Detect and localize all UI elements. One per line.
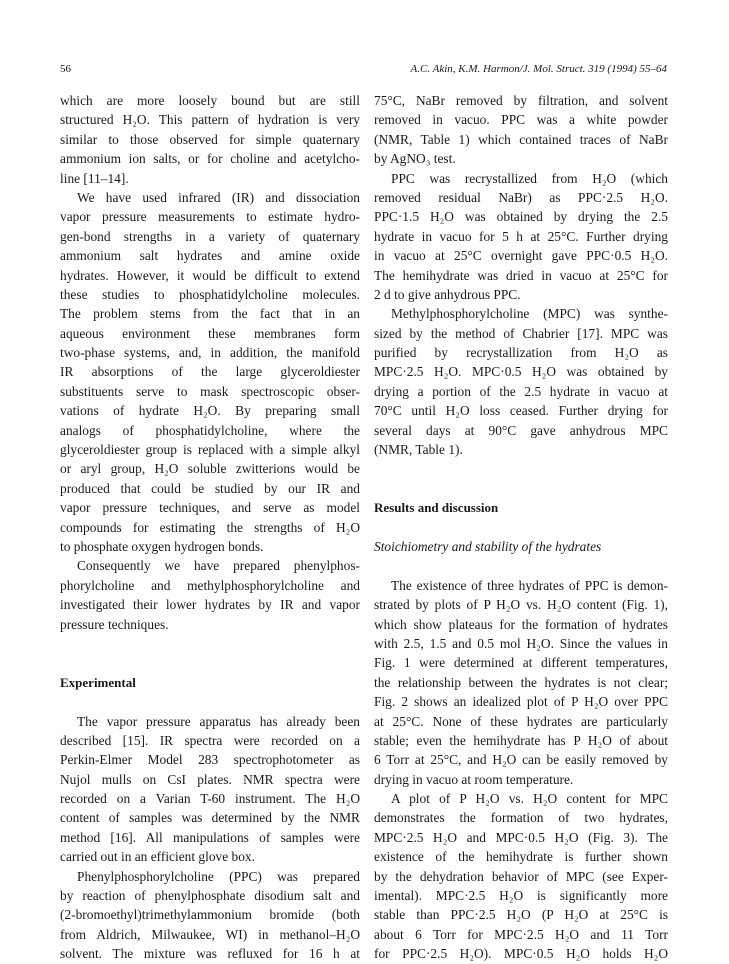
text-line: line [11–14]. bbox=[60, 170, 129, 186]
text-line: produced that could be studied by our IR and bbox=[60, 480, 360, 496]
text-line: hydrates. However, it would be difficult to extend bbox=[60, 267, 360, 283]
text-line: from Aldrich, Milwaukee, WI) in methanol–H₂O bbox=[60, 926, 360, 942]
text-line: by reaction of phenylphosphate disodium salt and bbox=[60, 888, 360, 904]
text-line: removed in vacuo. PPC was a white powder bbox=[374, 112, 668, 128]
text-line: compounds for estimating the strengths of H₂O bbox=[60, 519, 360, 535]
section-heading: Results and discussion bbox=[374, 500, 499, 516]
subsection-heading: Stoichiometry and stability of the hydrates bbox=[374, 538, 602, 554]
text-line: The problem stems from the fact that in an bbox=[60, 306, 360, 322]
text-line: MPC·2.5 H₂O. MPC·0.5 H₂O was obtained by bbox=[374, 364, 668, 380]
text-line: recorded on a Varian T-60 instrument. The H₂O bbox=[60, 791, 360, 807]
text-line: substituents serve to mask spectroscopic obser- bbox=[60, 383, 360, 399]
text-line: (NMR, Table 1) which contained traces of NaBr bbox=[374, 131, 668, 147]
blank-line bbox=[60, 653, 360, 672]
text-line: (2-bromoethyl)trimethylammonium bromide (both bbox=[60, 907, 360, 923]
text-line: imental). MPC·2.5 H₂O is significantly more bbox=[374, 888, 668, 904]
text-line: Perkin-Elmer Model 283 spectrophotometer as bbox=[60, 752, 360, 768]
text-line: A plot of P H₂O vs. H₂O content for MPC bbox=[391, 791, 668, 807]
text-line: demonstrates the formation of two hydrates, bbox=[374, 810, 668, 826]
text-line: to phosphate oxygen hydrogen bonds. bbox=[60, 538, 264, 554]
blank-line bbox=[374, 459, 674, 478]
text-line: similar to those observed for simple quaternary bbox=[60, 131, 360, 147]
text-line: at 25°C. None of these hydrates are particularly bbox=[374, 713, 668, 729]
text-line: stable; even the hemihydrate has P H₂O of about bbox=[374, 732, 668, 748]
text-line: gen-bond strengths in a variety of quaternary bbox=[60, 228, 360, 244]
text-line: removed residual NaBr) as PPC·2.5 H₂O. bbox=[374, 189, 668, 205]
text-line: described [15]. IR spectra were recorded on a bbox=[60, 732, 360, 748]
text-line: for PPC·2.5 H₂O). MPC·0.5 H₂O holds H₂O bbox=[374, 946, 668, 962]
text-line: PPC was recrystallized from H₂O (which bbox=[391, 170, 668, 186]
text-line: hydrate in vacuo for 5 h at 25°C. Further drying bbox=[374, 228, 668, 244]
text-line: MPC·2.5 H₂O and MPC·0.5 H₂O (Fig. 3). The bbox=[374, 829, 668, 845]
text-line: analogs of phosphatidylcholine, where the bbox=[60, 422, 360, 438]
text-line: with 2.5, 1.5 and 0.5 mol H₂O. Since the values in bbox=[374, 635, 668, 651]
text-line: drying in vacuo at room temperature. bbox=[374, 771, 574, 787]
text-line: The vapor pressure apparatus has already been bbox=[77, 713, 360, 729]
text-line: ammonium salt hydrates and amine oxide bbox=[60, 248, 360, 264]
text-line: We have used infrared (IR) and dissociation bbox=[77, 189, 360, 205]
text-line: vations of hydrate H₂O. By preparing small bbox=[60, 403, 360, 419]
text-line: 75°C, NaBr removed by filtration, and solvent bbox=[374, 93, 668, 108]
text-line: 70°C until H₂O loss ceased. Further drying for bbox=[374, 403, 668, 419]
text-line: sized by the method of Chabrier [17]. MPC was bbox=[374, 325, 668, 341]
text-line: or aryl group, H₂O soluble zwitterions would be bbox=[60, 461, 360, 477]
page-number: 56 bbox=[60, 63, 71, 75]
text-line: PPC·1.5 H₂O was obtained by drying the 2.5 bbox=[374, 209, 668, 225]
blank-line bbox=[374, 479, 674, 498]
text-line: existence of the hemihydrate is further shown bbox=[374, 849, 668, 865]
text-line: in vacuo at 25°C overnight gave PPC·0.5 H₂O. bbox=[374, 248, 668, 264]
text-line: Fig. 2 shows an idealized plot of P H₂O over PPC bbox=[374, 694, 668, 710]
blank-line bbox=[60, 692, 360, 711]
text-line: Fig. 1 were determined at different temperatures, bbox=[374, 655, 668, 671]
text-line: IR absorptions of the large glyceroldiester bbox=[60, 364, 360, 380]
text-line: drying a portion of the 2.5 hydrate in vacuo at bbox=[374, 383, 668, 399]
text-line: which show plateaus for the formation of hydrates bbox=[374, 616, 668, 632]
text-line: Phenylphosphorylcholine (PPC) was prepared bbox=[77, 868, 360, 884]
text-line: aqueous environment these membranes form bbox=[60, 325, 360, 341]
text-line: 6 Torr at 25°C, and H₂O can be easily removed by bbox=[374, 752, 668, 768]
text-line: Consequently we have prepared phenylphos- bbox=[77, 558, 360, 574]
text-line: stable than PPC·2.5 H₂O (P H₂O at 25°C is bbox=[374, 907, 668, 923]
text-line: by AgNO₃ test. bbox=[374, 151, 456, 167]
text-line: The hemihydrate was dried in vacuo at 25°C for bbox=[374, 267, 668, 283]
text-line: several days at 90°C gave anhydrous MPC bbox=[374, 422, 668, 438]
text-line: by the dehydration behavior of MPC (see Exper- bbox=[374, 868, 668, 884]
text-line: Methylphosphorylcholine (MPC) was synthe- bbox=[391, 306, 668, 322]
section-heading: Experimental bbox=[60, 674, 136, 690]
text-line: ammonium ion salts, or for choline and acetylcho- bbox=[60, 151, 360, 167]
text-line: which are more loosely bound but are still bbox=[60, 93, 360, 108]
text-line: the relationship between the hydrates is not clear; bbox=[374, 674, 668, 690]
right-column bbox=[374, 91, 674, 964]
text-line: Nujol mulls on CsI plates. NMR spectra were bbox=[60, 771, 360, 787]
text-line: two-phase systems, and, in addition, the manifold bbox=[60, 345, 360, 361]
blank-line bbox=[374, 518, 674, 537]
text-line: (NMR, Table 1). bbox=[374, 442, 463, 458]
text-line: solvent. The mixture was refluxed for 16 h at bbox=[60, 946, 360, 962]
text-line: vapor pressure techniques, and serve as model bbox=[60, 500, 360, 516]
text-line: structured H₂O. This pattern of hydration is very bbox=[60, 112, 360, 128]
text-line: about 6 Torr for MPC·2.5 H₂O and 11 Torr bbox=[374, 926, 668, 942]
running-head: A.C. Akin, K.M. Harmon/J. Mol. Struct. 319 (1994) 55–64 bbox=[410, 63, 667, 75]
text-line: method [16]. All manipulations of samples were bbox=[60, 829, 360, 845]
text-line: The existence of three hydrates of PPC is demon- bbox=[391, 577, 668, 593]
text-line: vapor pressure measurements to estimate hydro- bbox=[60, 209, 360, 225]
text-line: these studies to phosphatidylcholine molecules. bbox=[60, 286, 360, 302]
text-line: investigated their lower hydrates by IR and vapor bbox=[60, 597, 360, 613]
left-column bbox=[60, 91, 360, 964]
text-line: phorylcholine and methylphosphorylcholine and bbox=[60, 577, 360, 593]
text-line: carried out in an efficient glove box. bbox=[60, 849, 255, 865]
text-line: strated by plots of P H₂O vs. H₂O content (Fig. 1), bbox=[374, 597, 668, 613]
text-line: glyceroldiester group is replaced with a simple alkyl bbox=[60, 442, 360, 458]
text-line: 2 d to give anhydrous PPC. bbox=[374, 286, 521, 302]
text-line: pressure techniques. bbox=[60, 616, 169, 632]
blank-line bbox=[374, 556, 674, 575]
text-line: content of samples was determined by the NMR bbox=[60, 810, 360, 826]
text-line: purified by recrystallization from H₂O as bbox=[374, 345, 668, 361]
blank-line bbox=[60, 634, 360, 653]
